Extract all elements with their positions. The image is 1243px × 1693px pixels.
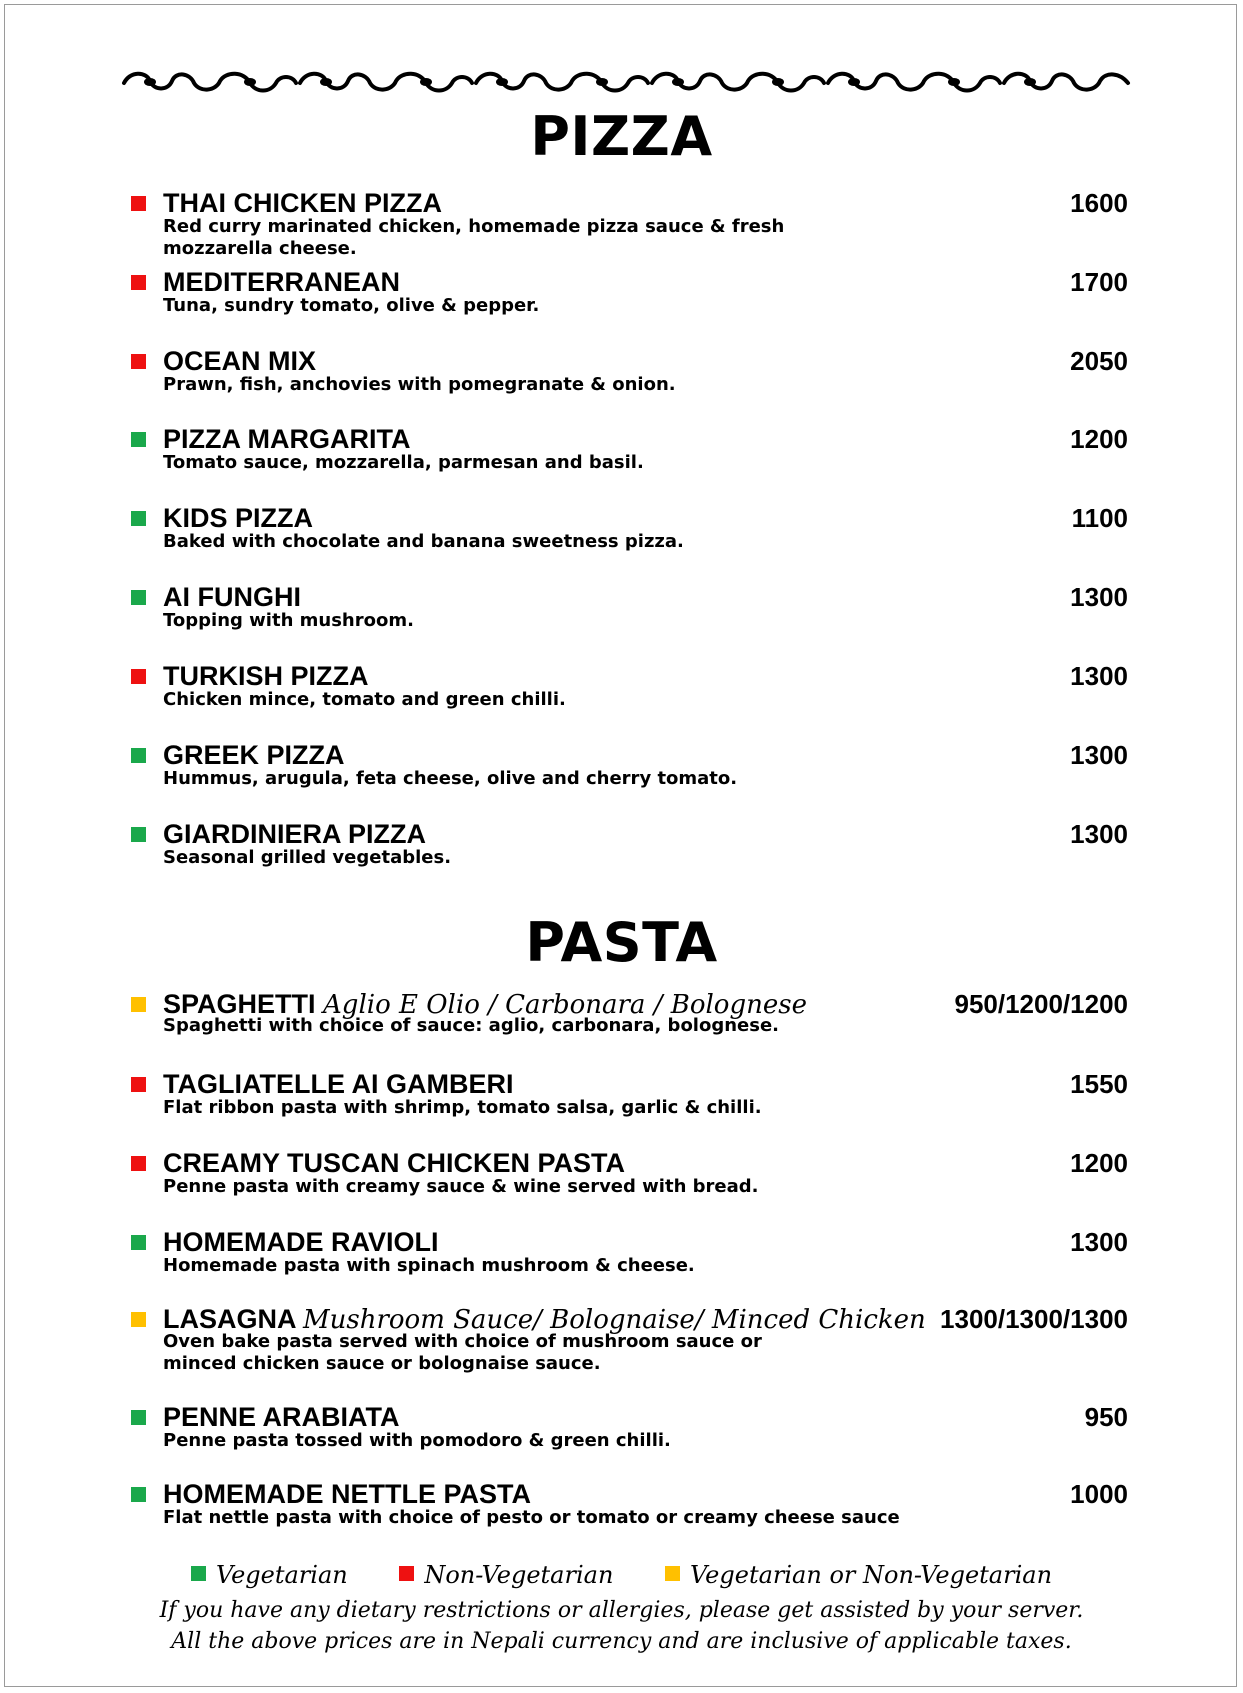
veg-marker bbox=[131, 748, 146, 763]
menu-page bbox=[4, 4, 1237, 1687]
currency-note: All the above prices are in Nepali currency and are inclusive of applicable taxes. bbox=[171, 1629, 1072, 1654]
diet-legend bbox=[5, 1561, 1238, 1589]
item-price: 1000 bbox=[1070, 1479, 1128, 1509]
item-name: TURKISH PIZZA bbox=[163, 661, 369, 691]
veg-marker bbox=[131, 432, 146, 447]
veg-marker bbox=[131, 1410, 146, 1425]
item-price: 1300 bbox=[1070, 661, 1128, 691]
veg-marker bbox=[131, 1235, 146, 1250]
item-description: Penne pasta tossed with pomodoro & green chilli. bbox=[163, 1430, 671, 1451]
item-price: 1300 bbox=[1070, 1227, 1128, 1257]
item-price: 950 bbox=[1084, 1402, 1128, 1432]
item-price: 1300 bbox=[1070, 582, 1128, 612]
item-name: GIARDINIERA PIZZA bbox=[163, 819, 426, 849]
veg-marker bbox=[131, 590, 146, 605]
nonveg-marker bbox=[131, 275, 146, 290]
item-price: 1600 bbox=[1070, 188, 1128, 218]
item-name: THAI CHICKEN PIZZA bbox=[163, 188, 442, 218]
ornamental-border bbox=[120, 67, 1132, 97]
nonveg-marker bbox=[131, 1156, 146, 1171]
item-description: Tomato sauce, mozzarella, parmesan and basil. bbox=[163, 452, 644, 473]
item-variants: Aglio E Olio / Carbonara / Bolognese bbox=[323, 990, 807, 1020]
legend-either: Vegetarian or Non-Vegetarian bbox=[665, 1561, 1052, 1589]
item-price: 2050 bbox=[1070, 346, 1128, 376]
item-variants: Mushroom Sauce/ Bolognaise/ Minced Chicken bbox=[303, 1305, 926, 1335]
item-description: Tuna, sundry tomato, olive & pepper. bbox=[163, 295, 540, 316]
item-description: Hummus, arugula, feta cheese, olive and cherry tomato. bbox=[163, 768, 738, 789]
item-name: GREEK PIZZA bbox=[163, 740, 345, 770]
allergy-note: If you have any dietary restrictions or allergies, please get assisted by your server. bbox=[159, 1598, 1084, 1623]
item-name: AI FUNGHI bbox=[163, 582, 301, 612]
pasta-section-title: PASTA bbox=[525, 911, 718, 974]
veg-marker bbox=[131, 827, 146, 842]
item-description: Baked with chocolate and banana sweetness pizza. bbox=[163, 531, 684, 552]
item-name: OCEAN MIX bbox=[163, 346, 317, 376]
item-name: SPAGHETTI Aglio E Olio / Carbonara / Bolognese bbox=[163, 989, 807, 1020]
item-price: 1300/1300/1300 bbox=[940, 1304, 1128, 1334]
item-price: 1300 bbox=[1070, 740, 1128, 770]
veg-marker bbox=[131, 1487, 146, 1502]
nonveg-marker bbox=[131, 669, 146, 684]
item-description: Flat nettle pasta with choice of pesto or tomato or creamy cheese sauce bbox=[163, 1507, 900, 1528]
item-name: KIDS PIZZA bbox=[163, 503, 314, 533]
either-marker bbox=[131, 997, 146, 1012]
nonveg-marker bbox=[131, 1077, 146, 1092]
nonveg-marker bbox=[399, 1566, 414, 1581]
item-price: 1700 bbox=[1070, 267, 1128, 297]
item-description: Seasonal grilled vegetables. bbox=[163, 847, 452, 868]
veg-marker bbox=[131, 511, 146, 526]
item-name: MEDITERRANEAN bbox=[163, 267, 401, 297]
item-price: 950/1200/1200 bbox=[954, 989, 1128, 1019]
legend-veg: Vegetarian bbox=[191, 1561, 348, 1589]
item-description: Spaghetti with choice of sauce: aglio, carbonara, bolognese. bbox=[163, 1015, 780, 1036]
item-name: TAGLIATELLE AI GAMBERI bbox=[163, 1069, 514, 1099]
item-price: 1550 bbox=[1070, 1069, 1128, 1099]
item-description: Penne pasta with creamy sauce & wine served with bread. bbox=[163, 1176, 759, 1197]
item-description: Red curry marinated chicken, homemade pizza sauce & fresh mozzarella cheese. bbox=[163, 216, 785, 259]
item-name: CREAMY TUSCAN CHICKEN PASTA bbox=[163, 1148, 626, 1178]
nonveg-marker bbox=[131, 196, 146, 211]
either-marker bbox=[665, 1566, 680, 1581]
item-description: Topping with mushroom. bbox=[163, 610, 414, 631]
item-description: Oven bake pasta served with choice of mushroom sauce or minced chicken sauce or bolognaise sauce. bbox=[163, 1331, 762, 1374]
item-name: HOMEMADE NETTLE PASTA bbox=[163, 1479, 531, 1509]
pizza-section-title: PIZZA bbox=[530, 105, 713, 168]
item-name: HOMEMADE RAVIOLI bbox=[163, 1227, 439, 1257]
item-price: 1100 bbox=[1071, 503, 1128, 533]
legend-nonveg: Non-Vegetarian bbox=[399, 1561, 613, 1589]
item-name: PENNE ARABIATA bbox=[163, 1402, 400, 1432]
item-description: Prawn, fish, anchovies with pomegranate & onion. bbox=[163, 374, 676, 395]
item-name: LASAGNA Mushroom Sauce/ Bolognaise/ Minced Chicken bbox=[163, 1304, 926, 1335]
item-price: 1300 bbox=[1070, 819, 1128, 849]
item-price: 1200 bbox=[1070, 424, 1128, 454]
item-description: Homemade pasta with spinach mushroom & cheese. bbox=[163, 1255, 695, 1276]
item-price: 1200 bbox=[1070, 1148, 1128, 1178]
veg-marker bbox=[191, 1566, 206, 1581]
nonveg-marker bbox=[131, 354, 146, 369]
either-marker bbox=[131, 1312, 146, 1327]
item-description: Chicken mince, tomato and green chilli. bbox=[163, 689, 566, 710]
item-name: PIZZA MARGARITA bbox=[163, 424, 411, 454]
item-description: Flat ribbon pasta with shrimp, tomato salsa, garlic & chilli. bbox=[163, 1097, 762, 1118]
